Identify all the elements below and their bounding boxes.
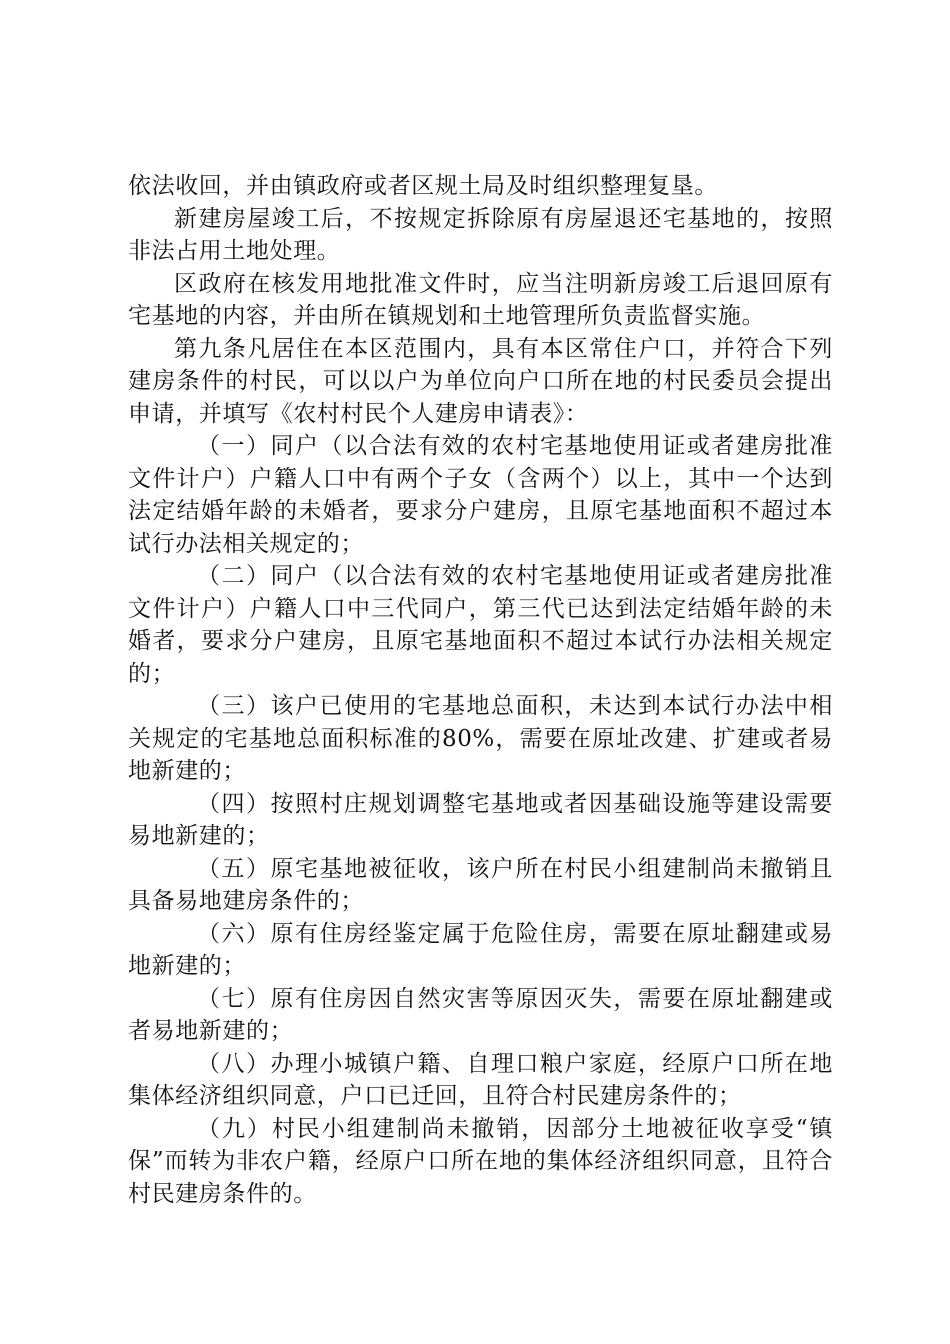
list-item-1: （一）同户（以合法有效的农村宅基地使用证或者建房批准文件计户）户籍人口中有两个子女（含两个）以上，其中一个达到法定结婚年龄的未婚者，要求分户建房，且原宅基地面积不超过本试行办法相关规定的； [128,433,833,557]
paragraph-approval-note: 区政府在核发用地批准文件时，应当注明新房竣工后退回原有宅基地的内容，并由所在镇规划和土地管理所负责监督实施。 [128,270,833,329]
list-item-6: （六）原有住房经鉴定属于危险住房，需要在原址翻建或易地新建的； [128,920,833,979]
document-body [128,170,833,1210]
list-item-8: （八）办理小城镇户籍、自理口粮户家庭，经原户口所在地集体经济组织同意，户口已迁回，且符合村民建房条件的； [128,1050,833,1109]
paragraph-continuation: 依法收回，并由镇政府或者区规土局及时组织整理复垦。 [128,173,718,199]
paragraph-demolition-rule: 新建房屋竣工后，不按规定拆除原有房屋退还宅基地的，按照非法占用土地处理。 [128,205,833,264]
paragraph-article-9: 第九条凡居住在本区范围内，具有本区常住户口，并符合下列建房条件的村民，可以以户为单位向户口所在地的村民委员会提出申请，并填写《农村村民个人建房申请表》： [128,335,833,427]
list-item-4: （四）按照村庄规划调整宅基地或者因基础设施等建设需要易地新建的； [128,790,833,849]
list-item-5: （五）原宅基地被征收，该户所在村民小组建制尚未撤销且具备易地建房条件的； [128,855,833,914]
list-item-7: （七）原有住房因自然灾害等原因灭失，需要在原址翻建或者易地新建的； [128,985,833,1044]
list-item-2: （二）同户（以合法有效的农村宅基地使用证或者建房批准文件计户）户籍人口中三代同户，第三代已达到法定结婚年龄的未婚者，要求分户建房，且原宅基地面积不超过本试行办法相关规定的； [128,563,833,687]
list-item-3: （三）该户已使用的宅基地总面积，未达到本试行办法中相关规定的宅基地总面积标准的80%，需要在原址改建、扩建或者易地新建的； [128,693,833,784]
list-item-9: （九）村民小组建制尚未撤销，因部分土地被征收享受“镇保”而转为非农户籍，经原户口所在地的集体经济组织同意，且符合村民建房条件的。 [128,1115,833,1207]
